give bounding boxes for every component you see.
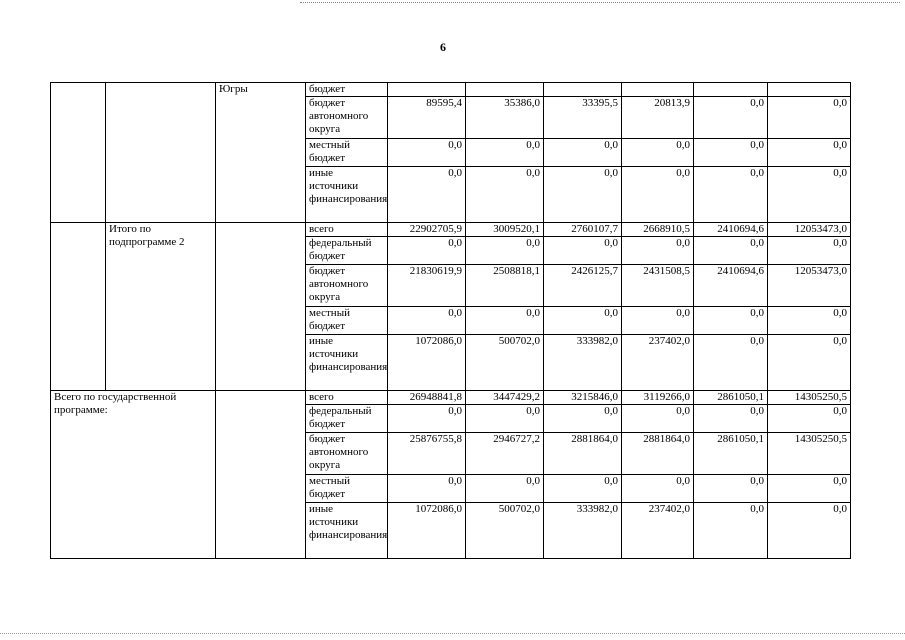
number-cell [51, 223, 106, 391]
executor-cell [216, 223, 306, 391]
table-row [51, 391, 851, 405]
value-cell: 0,0 [388, 139, 466, 167]
source-cell: федеральный бюджет [306, 237, 388, 265]
source-cell: иные источники финансирования [306, 503, 388, 559]
value-cell: 0,0 [622, 167, 694, 223]
source-cell: местный бюджет [306, 139, 388, 167]
value-cell: 2861050,1 [694, 391, 768, 405]
value-cell: 0,0 [388, 237, 466, 265]
value-cell: 2760107,7 [544, 223, 622, 237]
value-cell: 500702,0 [466, 335, 544, 391]
value-cell: 14305250,5 [768, 391, 851, 405]
value-cell: 237402,0 [622, 335, 694, 391]
value-cell: 0,0 [694, 139, 768, 167]
value-cell: 1072086,0 [388, 335, 466, 391]
value-cell: 22902705,9 [388, 223, 466, 237]
value-cell: 2946727,2 [466, 433, 544, 475]
value-cell: 0,0 [694, 475, 768, 503]
value-cell: 2881864,0 [622, 433, 694, 475]
source-cell: местный бюджет [306, 307, 388, 335]
budget-table [50, 82, 851, 559]
value-cell: 3447429,2 [466, 391, 544, 405]
source-cell: бюджет автономного округа [306, 433, 388, 475]
value-cell: 0,0 [622, 237, 694, 265]
value-cell [768, 83, 851, 97]
value-cell: 0,0 [388, 475, 466, 503]
source-cell: местный бюджет [306, 475, 388, 503]
value-cell: 12053473,0 [768, 223, 851, 237]
value-cell: 1072086,0 [388, 503, 466, 559]
value-cell: 0,0 [622, 475, 694, 503]
executor-cell [216, 391, 306, 559]
value-cell: 0,0 [622, 405, 694, 433]
value-cell: 0,0 [466, 237, 544, 265]
value-cell: 14305250,5 [768, 433, 851, 475]
value-cell: 2508818,1 [466, 265, 544, 307]
value-cell: 0,0 [694, 405, 768, 433]
value-cell: 0,0 [768, 237, 851, 265]
source-cell: всего [306, 391, 388, 405]
value-cell: 0,0 [694, 237, 768, 265]
value-cell: 0,0 [768, 503, 851, 559]
value-cell: 3119266,0 [622, 391, 694, 405]
value-cell: 0,0 [768, 307, 851, 335]
value-cell: 0,0 [694, 307, 768, 335]
value-cell: 0,0 [544, 139, 622, 167]
value-cell: 35386,0 [466, 97, 544, 139]
value-cell [466, 83, 544, 97]
executor-cell: Югры [216, 83, 306, 223]
value-cell: 0,0 [544, 475, 622, 503]
subprogram-total-label: Итого по подпрограмме 2 [106, 223, 216, 391]
value-cell: 0,0 [544, 405, 622, 433]
value-cell: 0,0 [388, 405, 466, 433]
value-cell [544, 83, 622, 97]
value-cell: 0,0 [768, 335, 851, 391]
value-cell: 0,0 [622, 139, 694, 167]
value-cell: 0,0 [466, 139, 544, 167]
number-cell [51, 83, 106, 223]
value-cell: 500702,0 [466, 503, 544, 559]
value-cell: 0,0 [768, 405, 851, 433]
measure-cell [106, 83, 216, 223]
value-cell [388, 83, 466, 97]
value-cell: 2861050,1 [694, 433, 768, 475]
scan-edge-top [300, 2, 900, 3]
value-cell: 2426125,7 [544, 265, 622, 307]
source-cell: иные источники финансирования [306, 335, 388, 391]
page-number: 6 [440, 40, 446, 54]
value-cell: 0,0 [768, 167, 851, 223]
value-cell: 0,0 [694, 97, 768, 139]
source-cell: бюджет [306, 83, 388, 97]
value-cell: 237402,0 [622, 503, 694, 559]
value-cell: 20813,9 [622, 97, 694, 139]
value-cell: 0,0 [388, 307, 466, 335]
value-cell: 0,0 [544, 237, 622, 265]
value-cell: 0,0 [768, 97, 851, 139]
value-cell: 3215846,0 [544, 391, 622, 405]
source-cell: федеральный бюджет [306, 405, 388, 433]
value-cell: 25876755,8 [388, 433, 466, 475]
value-cell [622, 83, 694, 97]
value-cell: 0,0 [466, 167, 544, 223]
source-cell: бюджет автономного округа [306, 265, 388, 307]
value-cell: 0,0 [544, 167, 622, 223]
value-cell: 0,0 [768, 139, 851, 167]
value-cell: 0,0 [466, 475, 544, 503]
value-cell: 0,0 [622, 307, 694, 335]
value-cell: 0,0 [544, 307, 622, 335]
value-cell: 12053473,0 [768, 265, 851, 307]
value-cell: 0,0 [466, 307, 544, 335]
program-total-label: Всего по государственной программе: [51, 391, 216, 559]
table-row [51, 223, 851, 237]
value-cell: 2431508,5 [622, 265, 694, 307]
value-cell: 33395,5 [544, 97, 622, 139]
source-cell: иные источники финансирования [306, 167, 388, 223]
value-cell: 0,0 [388, 167, 466, 223]
value-cell: 0,0 [466, 405, 544, 433]
value-cell: 2410694,6 [694, 223, 768, 237]
source-cell: бюджет автономного округа [306, 97, 388, 139]
value-cell: 3009520,1 [466, 223, 544, 237]
value-cell: 0,0 [694, 503, 768, 559]
value-cell: 21830619,9 [388, 265, 466, 307]
value-cell: 0,0 [768, 475, 851, 503]
table-row [51, 83, 851, 97]
value-cell: 26948841,8 [388, 391, 466, 405]
value-cell [694, 83, 768, 97]
value-cell: 333982,0 [544, 335, 622, 391]
value-cell: 0,0 [694, 335, 768, 391]
value-cell: 89595,4 [388, 97, 466, 139]
value-cell: 2668910,5 [622, 223, 694, 237]
scan-edge-bottom [0, 633, 905, 634]
source-cell: всего [306, 223, 388, 237]
value-cell: 2881864,0 [544, 433, 622, 475]
value-cell: 2410694,6 [694, 265, 768, 307]
value-cell: 333982,0 [544, 503, 622, 559]
value-cell: 0,0 [694, 167, 768, 223]
